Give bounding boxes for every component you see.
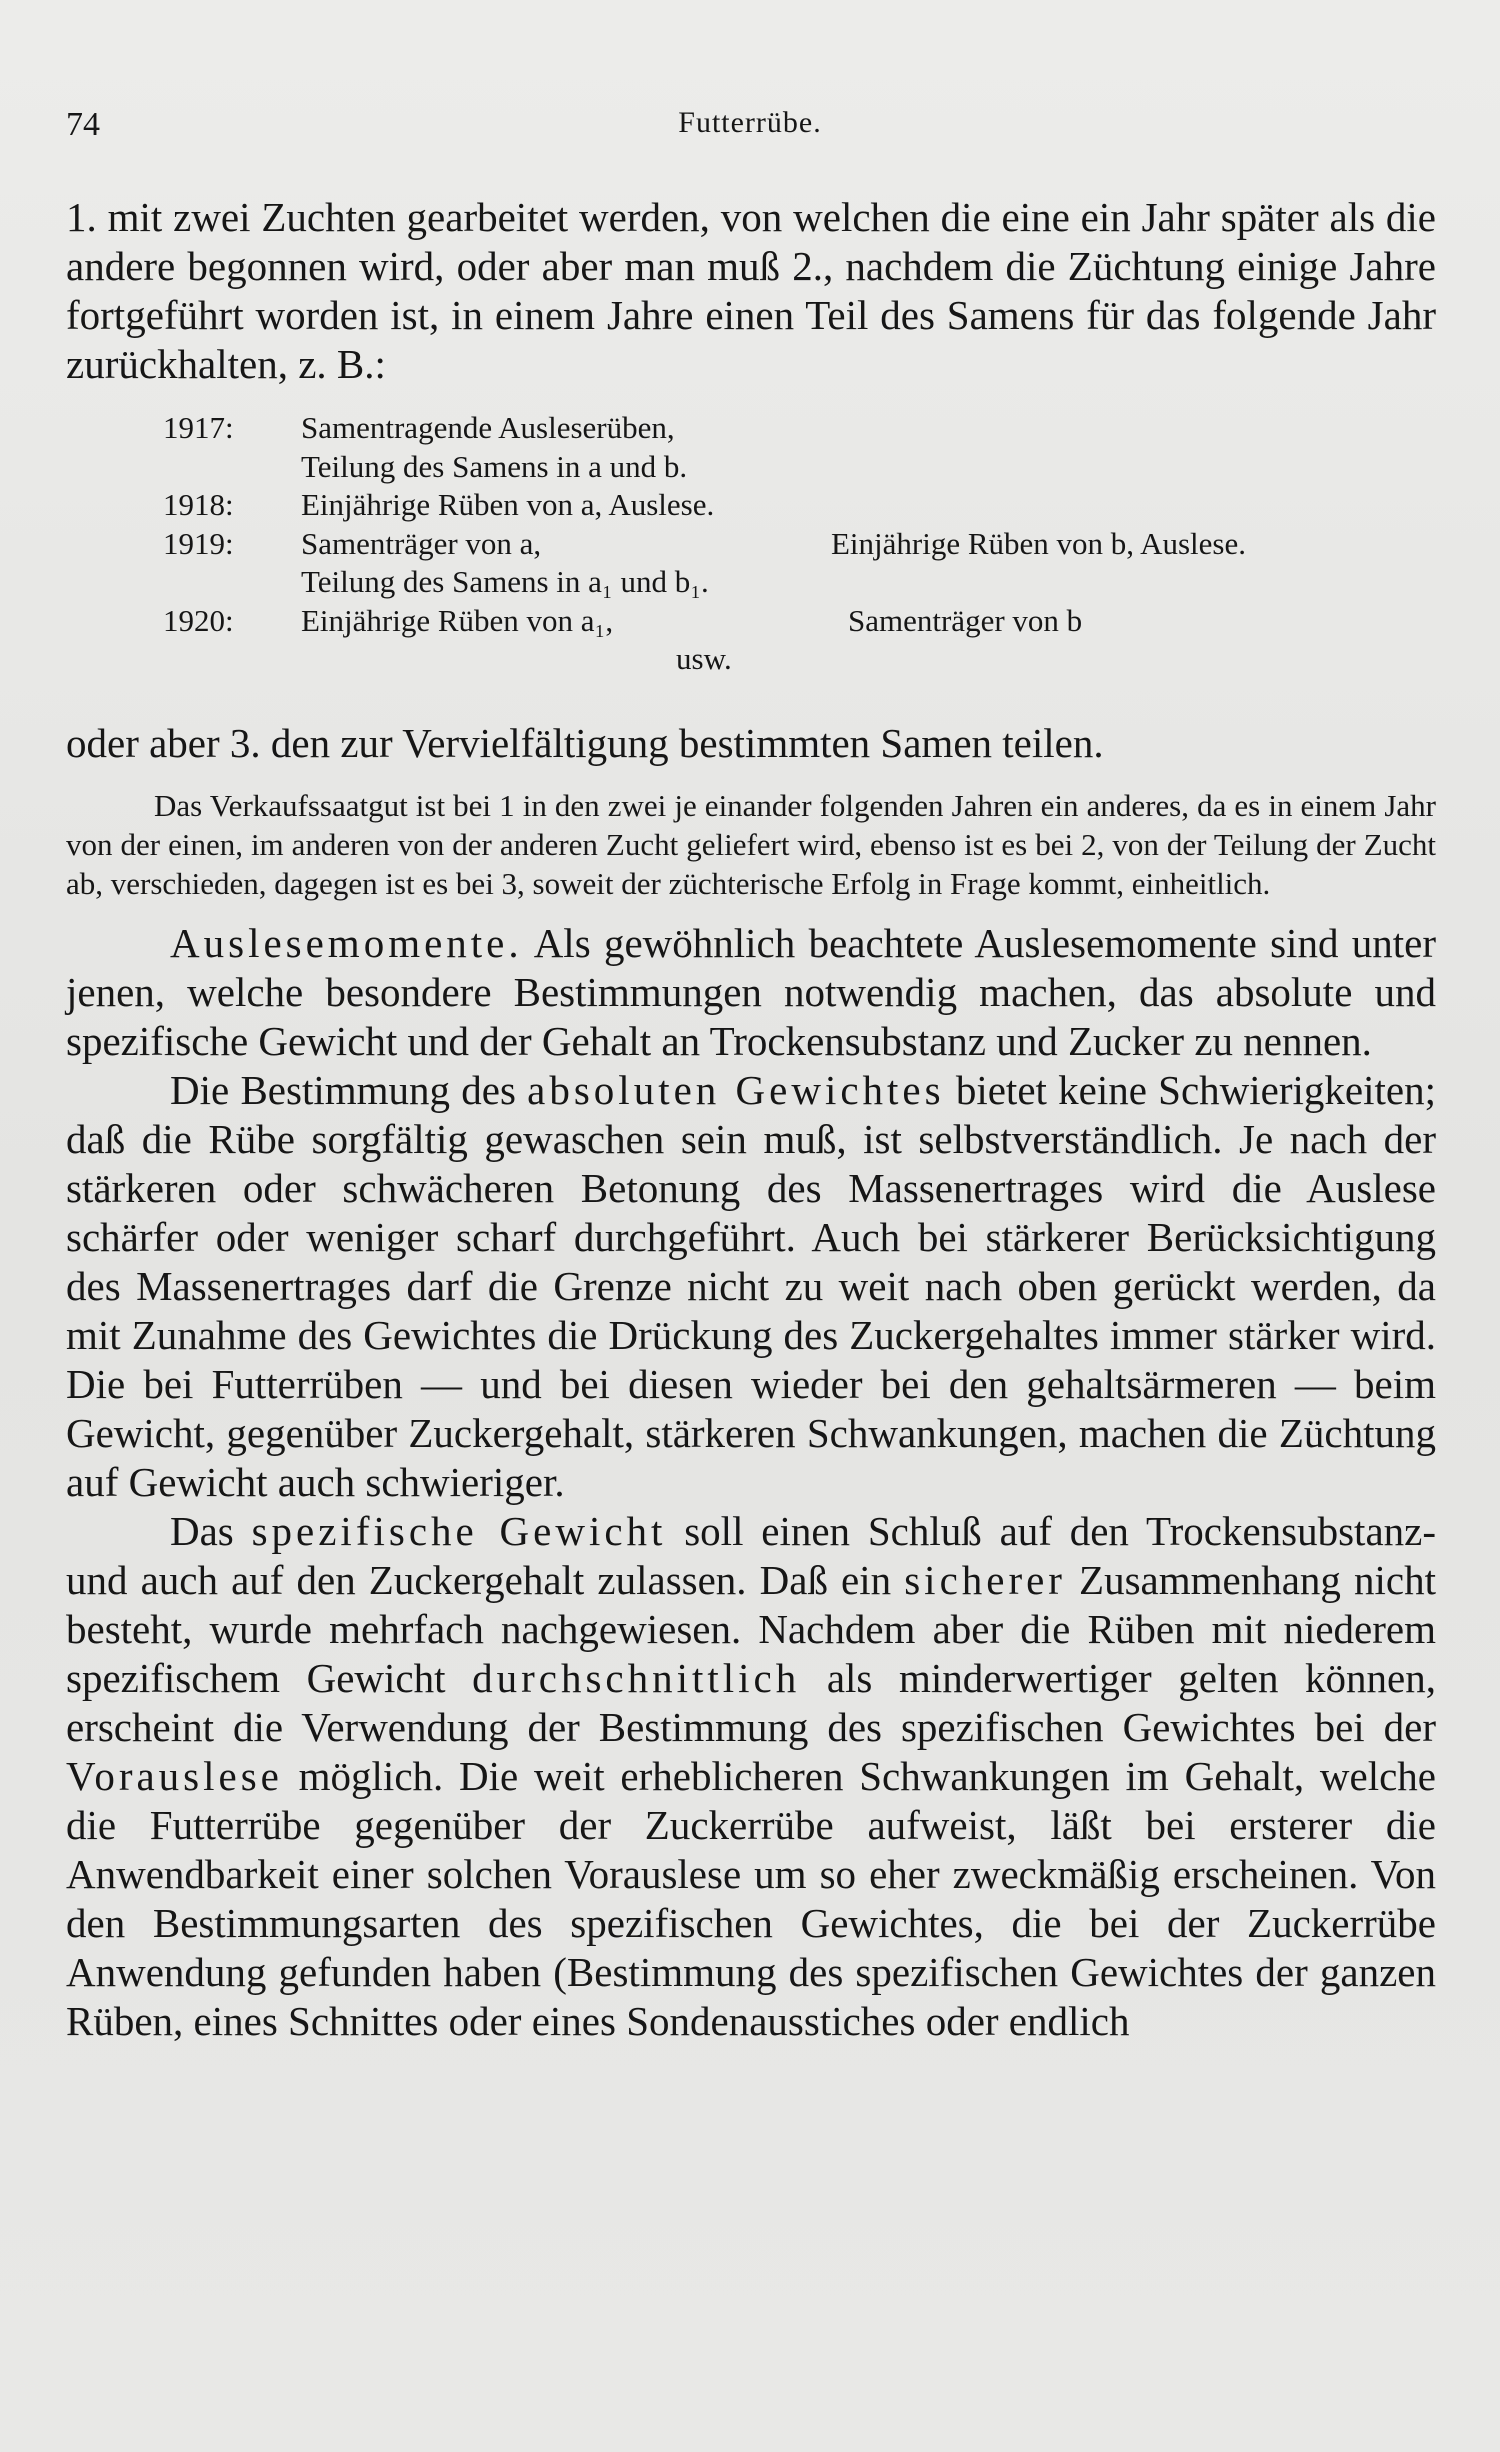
- intro-paragraph: 1. mit zwei Zuchten gearbeitet werden, von welchen die eine ein Jahr später als die andere begonnen wird, oder aber man muß 2., nachdem die Züchtung einige Jahre fortgeführt worden ist, in einem Jahre einen Teil des Samens für das folgende Jahr zurückhalten, z. B.:: [66, 194, 1436, 387]
- paragraph-text: Das: [170, 1508, 252, 1554]
- schedule-entry: Einjährige Rüben von a₁,: [301, 602, 614, 638]
- paragraph-text: Zusammenhang nicht besteht, wurde mehrfach nachgewiesen. Nachdem aber die Rüben mit niederem spezifischem Gewicht: [66, 1557, 1436, 1701]
- option-three-line: oder aber 3. den zur Vervielfältigung bestimmten Samen teilen.: [66, 720, 1104, 766]
- paragraph-text: Die Bestimmung des: [170, 1067, 528, 1113]
- emphasis-term: absoluten Gewichtes: [527, 1067, 945, 1113]
- section-heading: Auslesemomente.: [170, 920, 523, 966]
- page-body: [66, 193, 1436, 2046]
- schedule-entry: Samentragende Ausleserüben,: [301, 410, 675, 445]
- schedule-year: 1919:: [163, 525, 234, 561]
- emphasis-term: spezifische Gewicht: [251, 1508, 667, 1554]
- paragraph-auslesemomente: [66, 919, 1436, 1066]
- breeding-schedule: [66, 409, 1436, 705]
- schedule-entry: Teilung des Samens in a und b.: [301, 448, 688, 484]
- schedule-entry: Samenträger von b: [848, 602, 1083, 638]
- paragraph-text: bietet keine Schwierigkeiten; daß die Rübe sorgfältig gewaschen sein muß, ist selbstverständlich. Je nach der stärkeren oder schwächeren Betonung des Massenertrages wird die Auslese schärfer oder weniger scharf durchgeführt. Auch bei stärkerer Berücksichtigung des Massenertrages darf die Grenze nicht zu weit nach oben gerückt werden, da mit Zunahme des Gewichtes die Drückung des Zuckergehaltes immer stärker wird. Die bei Futterrüben — und bei diesen wieder bei den gehaltsärmeren — beim Gewicht, gegenüber Zuckergehalt, stärkeren Schwankungen, machen die Züchtung auf Gewicht auch schwieriger.: [66, 1067, 1436, 1505]
- schedule-entry: Samenträger von a,: [301, 525, 542, 561]
- schedule-year: 1918:: [163, 487, 234, 522]
- schedule-entry: Einjährige Rüben von a, Auslese.: [301, 487, 715, 522]
- small-print-note: Das Verkaufssaatgut ist bei 1 in den zwei je einander folgenden Jahren ein anderes, da es in einem Jahr von der einen, im anderen von der anderen Zucht geliefert wird, ebenso ist es bei 2, von der Teilung der Zucht ab, verschieden, dagegen ist es bei 3, soweit der züchterische Erfolg in Frage kommt, einheitlich.: [66, 788, 1436, 901]
- paragraph-text: soll einen Schluß auf den Trockensubstanz- und auch auf den Zuckergehalt zulassen. Daß ein: [66, 1508, 1436, 1603]
- running-title: Futterrübe.: [678, 106, 822, 139]
- schedule-entry: Einjährige Rüben von b, Auslese.: [831, 525, 1246, 561]
- emphasis-term: sicherer: [904, 1557, 1066, 1603]
- paragraph-text: als minderwertiger gelten können, erscheint die Verwendung der Bestimmung des spezifischen Gewichtes bei der: [66, 1655, 1436, 1750]
- emphasis-term: Vorauslese: [66, 1753, 283, 1799]
- schedule-entry: Teilung des Samens in a₁ und b₁.: [301, 564, 709, 599]
- schedule-year: 1920:: [163, 602, 234, 638]
- emphasis-term: durchschnittlich: [472, 1655, 801, 1701]
- schedule-year: 1917:: [163, 410, 234, 445]
- paragraph-absolute-weight: [66, 1066, 1436, 1507]
- paragraph-text: möglich. Die weit erheblicheren Schwankungen im Gehalt, welche die Futterrübe gegenüber der Zuckerrübe aufweist, läßt bei ersterer die Anwendbarkeit einer solchen Vorauslese um so eher zweckmäßig erscheinen. Von den Bestimmungsarten des spezifischen Gewichtes, die bei der Zuckerrübe Anwendung gefunden haben (Bestimmung des spezifischen Gewichtes der ganzen Rüben, eines Schnittes oder eines Sondenausstiches oder endlich: [66, 1753, 1436, 2044]
- schedule-etc: usw.: [676, 641, 732, 676]
- paragraph-specific-weight: [66, 1507, 1436, 2046]
- page-number: 74: [66, 106, 100, 143]
- running-header: [66, 96, 1434, 146]
- paragraph-text: Als gewöhnlich beachtete Auslesemomente sind unter jenen, welche besondere Bestimmungen notwendig machen, das absolute und spezifische Gewicht und der Gehalt an Trockensubstanz und Zucker zu nennen.: [66, 920, 1436, 1064]
